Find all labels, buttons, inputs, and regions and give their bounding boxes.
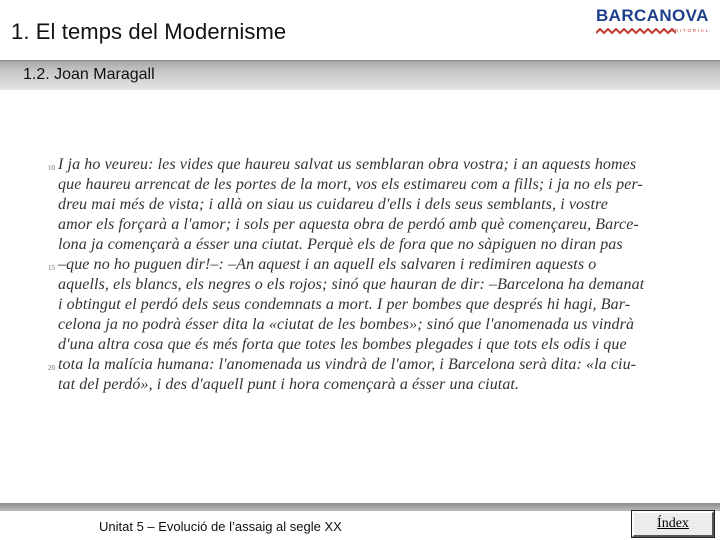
passage-line: tota la malícia humana: l'anomenada us vindrà de l'amor, i Barcelona serà dita: «la ciu- xyxy=(58,356,637,373)
index-button[interactable]: Índex xyxy=(632,511,714,537)
header xyxy=(0,0,720,60)
logo-subtitle: EDITORIAL xyxy=(670,28,710,33)
passage-line: i obtingut el perdó dels seus condemnats a mort. I per bombes que després hi hagi, Bar- xyxy=(58,296,631,313)
passage-line: aquells, els blancs, els negres o els rojos; sinó que hauran de dir: –Barcelona ha demanat xyxy=(58,276,645,293)
page-title: 1. El temps del Modernisme xyxy=(11,19,287,44)
section-title: 1.2. Joan Maragall xyxy=(23,66,155,83)
footer-bar xyxy=(0,503,720,511)
passage-line: lona ja començarà a ésser una ciutat. Perquè els de fora que no sàpiguen no diran pas xyxy=(58,236,623,253)
passage-line: tat del perdó», i des d'aquell punt i hora començarà a ésser una ciutat. xyxy=(58,376,520,393)
passage-line: celona ja no podrà ésser dita la «ciutat de les bombes»; sinó que l'anomenada us vindrà xyxy=(58,316,635,333)
line-number: 15 xyxy=(48,264,55,272)
passage-line: amor els forçarà a l'amor; i sols per aquesta obra de perdó amb què començareu, Barce- xyxy=(58,216,639,233)
line-number: 20 xyxy=(48,364,55,372)
barcanova-logo xyxy=(596,6,714,40)
passage-line: I ja ho veureu: les vides que haureu salvat us semblaran obra vostra; i an aquests homes xyxy=(58,156,637,173)
section-bar xyxy=(0,60,720,90)
logo-wordmark: BARCANOVA xyxy=(596,6,709,25)
line-number: 10 xyxy=(48,164,55,172)
passage-line: dreu mai més de vista; i allà on siau us cuidareu d'ells i dels seus semblants, i vostre xyxy=(58,196,608,213)
passage-line: –que no ho puguen dir!–: –An aquest i an aquell els salvaren i redimiren aquests o xyxy=(58,256,597,273)
unit-label: Unitat 5 – Evolució de l’assaig al segle XX xyxy=(99,519,342,534)
passage-line: que haureu arrencat de les portes de la mort, vos els estimareu com a fills; i ja no els per- xyxy=(58,176,643,193)
logo-wave-icon xyxy=(596,28,676,36)
passage-line: d'una altra cosa que és més forta que totes les bombes plegades i que tots els odis i que xyxy=(58,336,627,353)
